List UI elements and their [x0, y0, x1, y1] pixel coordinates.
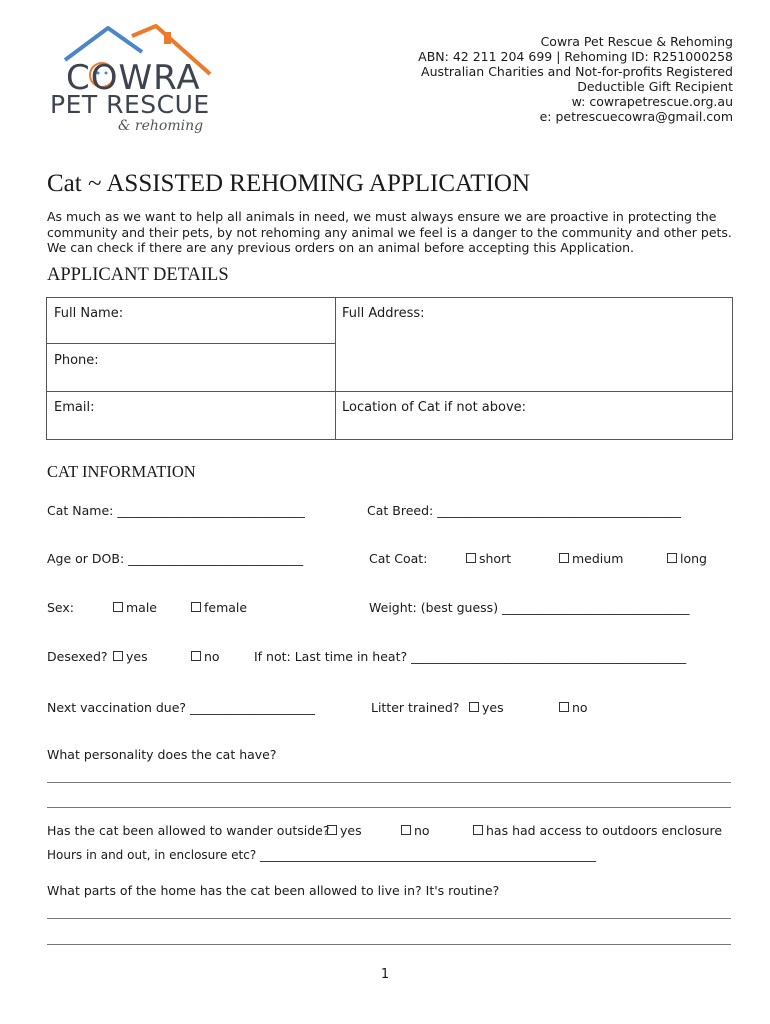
answer-line[interactable]: [47, 782, 731, 783]
intro-paragraph: As much as we want to help all animals in need, we must always ensure we are proactive in protecting the community and their pets, by not rehoming any animal we feel is a danger to the community and other pets. We can check if there are any previous orders on an animal before accepting this Application.: [47, 209, 732, 255]
coat-short-option[interactable]: [466, 551, 511, 566]
location-field[interactable]: Location of Cat if not above:: [342, 400, 527, 415]
option-label: no: [414, 823, 430, 838]
org-name: Cowra Pet Rescue & Rehoming: [540, 34, 733, 49]
wander-enclosure-option[interactable]: [473, 823, 722, 838]
option-label: has had access to outdoors enclosure: [486, 823, 723, 838]
litter-yes-option[interactable]: [469, 700, 504, 715]
full-name-field[interactable]: Full Name:: [54, 306, 124, 321]
page-number: 1: [380, 967, 390, 982]
org-charity: Australian Charities and Not-for-profits Registered: [421, 64, 733, 79]
personality-question: What personality does the cat have?: [47, 747, 277, 762]
org-email[interactable]: e: petrescuecowra@gmail.com: [539, 109, 733, 124]
last-heat-field[interactable]: If not: Last time in heat? ____________________________________________: [254, 649, 687, 664]
checkbox-icon[interactable]: [559, 553, 569, 563]
org-abn: ABN: 42 211 204 699 | Rehoming ID: R251000258: [418, 49, 733, 64]
roof-blue-icon: [65, 28, 142, 60]
cat-coat-label: Cat Coat:: [369, 551, 428, 566]
full-address-field[interactable]: Full Address:: [342, 306, 425, 321]
checkbox-icon[interactable]: [191, 651, 201, 661]
cat-info-heading: CAT INFORMATION: [47, 462, 196, 481]
checkbox-icon[interactable]: [559, 702, 569, 712]
answer-line[interactable]: [47, 807, 731, 808]
option-label: female: [204, 600, 248, 615]
litter-trained-label: Litter trained?: [371, 700, 460, 715]
option-label: yes: [340, 823, 362, 838]
option-label: no: [572, 700, 588, 715]
checkbox-icon[interactable]: [113, 651, 123, 661]
cat-breed-field[interactable]: Cat Breed: _______________________________________: [367, 503, 681, 518]
page-title: Cat ~ ASSISTED REHOMING APPLICATION: [47, 170, 531, 197]
organization-info: [418, 34, 733, 124]
email-field[interactable]: Email:: [54, 400, 95, 415]
org-dgr: Deductible Gift Recipient: [577, 79, 733, 94]
answer-line[interactable]: [47, 944, 731, 945]
wander-question: Has the cat been allowed to wander outside?: [47, 823, 330, 838]
option-label: no: [204, 649, 220, 664]
sex-male-option[interactable]: [113, 600, 157, 615]
sex-female-option[interactable]: [191, 600, 247, 615]
coat-medium-option[interactable]: [559, 551, 623, 566]
vaccination-field[interactable]: Next vaccination due? ____________________: [47, 700, 316, 715]
wander-no-option[interactable]: [401, 823, 430, 838]
table-divider: [47, 343, 335, 344]
applicant-heading: APPLICANT DETAILS: [47, 265, 229, 285]
cat-name-field[interactable]: Cat Name: ______________________________: [47, 503, 305, 518]
option-label: yes: [126, 649, 148, 664]
checkbox-icon[interactable]: [113, 602, 123, 612]
phone-field[interactable]: Phone:: [54, 353, 99, 368]
weight-field[interactable]: Weight: (best guess) ______________________________: [369, 600, 690, 615]
desexed-label: Desexed?: [47, 649, 108, 664]
option-label: short: [479, 551, 512, 566]
table-divider-vertical: [335, 298, 336, 439]
answer-line[interactable]: [47, 918, 731, 919]
org-website[interactable]: w: cowrapetrescue.org.au: [571, 94, 733, 109]
option-label: long: [680, 551, 707, 566]
desexed-yes-option[interactable]: [113, 649, 148, 664]
coat-long-option[interactable]: [667, 551, 707, 566]
option-label: yes: [482, 700, 504, 715]
logo-name-top: COWRA: [66, 58, 201, 98]
sex-label: Sex:: [47, 600, 75, 615]
table-divider: [47, 391, 732, 392]
checkbox-icon[interactable]: [667, 553, 677, 563]
litter-no-option[interactable]: [559, 700, 588, 715]
logo-script-text: & rehoming: [118, 118, 204, 134]
hours-field[interactable]: Hours in and out, in enclosure etc? ________________________________________________________: [47, 848, 597, 862]
chimney-icon: [164, 32, 171, 44]
option-label: male: [126, 600, 157, 615]
checkbox-icon[interactable]: [327, 825, 337, 835]
logo-name-bottom: PET RESCUE: [50, 90, 210, 119]
desexed-no-option[interactable]: [191, 649, 220, 664]
home-parts-question: What parts of the home has the cat been allowed to live in? It's routine?: [47, 883, 500, 898]
checkbox-icon[interactable]: [473, 825, 483, 835]
age-dob-field[interactable]: Age or DOB: ____________________________: [47, 551, 304, 566]
checkbox-icon[interactable]: [469, 702, 479, 712]
checkbox-icon[interactable]: [466, 553, 476, 563]
wander-yes-option[interactable]: [327, 823, 362, 838]
applicant-details-table: [46, 297, 733, 440]
checkbox-icon[interactable]: [191, 602, 201, 612]
checkbox-icon[interactable]: [401, 825, 411, 835]
option-label: medium: [572, 551, 624, 566]
